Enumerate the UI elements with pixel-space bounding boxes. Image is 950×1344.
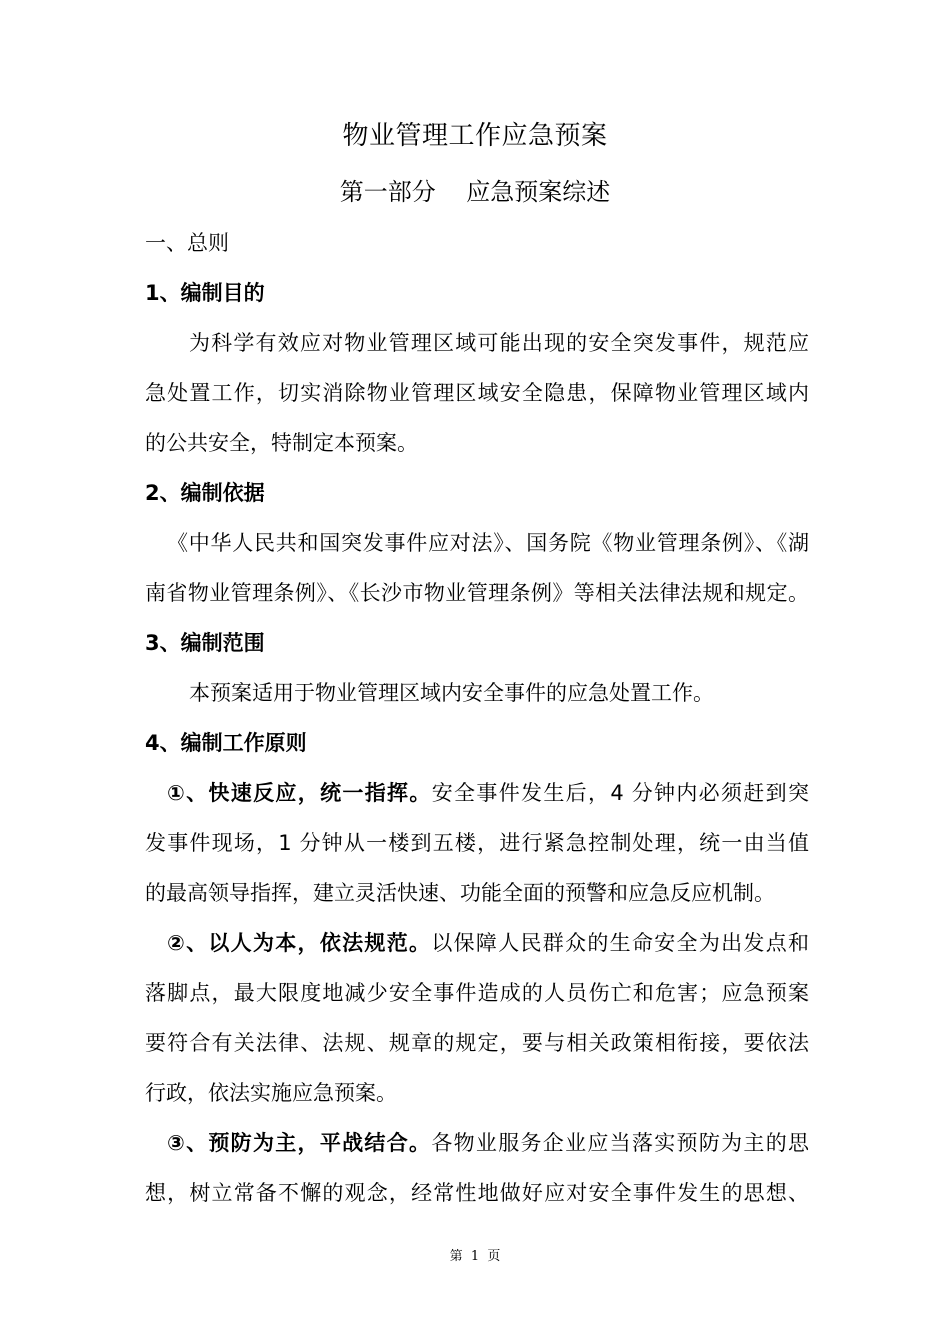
section-heading-1: 1、编制目的	[145, 281, 265, 305]
paragraph-line: 落脚点，最大限度地减少安全事件造成的人员伤亡和危害；应急预案	[145, 981, 809, 1005]
document-subtitle: 第一部分 应急预案综述	[339, 178, 611, 206]
principle-1-first-line	[145, 768, 809, 818]
principle-2-lead: ②、以人为本，依法规范。	[167, 931, 432, 955]
paragraph-line: 发事件现场，1 分钟从一楼到五楼，进行紧急控制处理，统一由当值	[145, 831, 809, 855]
paragraph-line: 要符合有关法律、法规、规章的规定，要与相关政策相衔接，要依法	[145, 1031, 809, 1055]
principle-1-lead: ①、快速反应，统一指挥。	[167, 781, 432, 805]
paragraph-line: 想，树立常备不懈的观念，经常性地做好应对安全事件发生的思想、	[145, 1181, 809, 1205]
principle-3-lead: ③、预防为主，平战结合。	[167, 1131, 432, 1155]
principle-3-text: 各物业服务企业应当落实预防为主的思	[431, 1131, 810, 1155]
section-heading-3: 3、编制范围	[145, 631, 265, 655]
principle-1-text: 安全事件发生后，4 分钟内必须赶到突	[431, 781, 809, 805]
document-body	[145, 218, 809, 1218]
section-heading-general: 一、总则	[145, 231, 229, 255]
page-number-footer: 第 1 页	[449, 1249, 501, 1264]
section-heading-2: 2、编制依据	[145, 481, 265, 505]
document-title: 物业管理工作应急预案	[342, 121, 608, 151]
paragraph-line: 急处置工作，切实消除物业管理区域安全隐患，保障物业管理区域内	[145, 381, 809, 405]
paragraph-line: 的公共安全，特制定本预案。	[145, 431, 418, 455]
paragraph-line: 《中华人民共和国突发事件应对法》、国务院《物业管理条例》、《湖	[167, 531, 809, 555]
principle-2-first-line	[145, 918, 809, 968]
paragraph-line: 南省物业管理条例》、《长沙市物业管理条例》等相关法律法规和规定。	[145, 581, 809, 605]
paragraph-line: 本预案适用于物业管理区域内安全事件的应急处置工作。	[189, 681, 714, 705]
section-heading-4: 4、编制工作原则	[145, 731, 307, 755]
paragraph-line: 为科学有效应对物业管理区域可能出现的安全突发事件，规范应	[189, 331, 809, 355]
principle-3-first-line	[145, 1118, 809, 1168]
paragraph-line: 的最高领导指挥，建立灵活快速、功能全面的预警和应急反应机制。	[145, 881, 775, 905]
paragraph-line: 行政，依法实施应急预案。	[145, 1081, 397, 1105]
principle-2-text: 以保障人民群众的生命安全为出发点和	[431, 931, 810, 955]
